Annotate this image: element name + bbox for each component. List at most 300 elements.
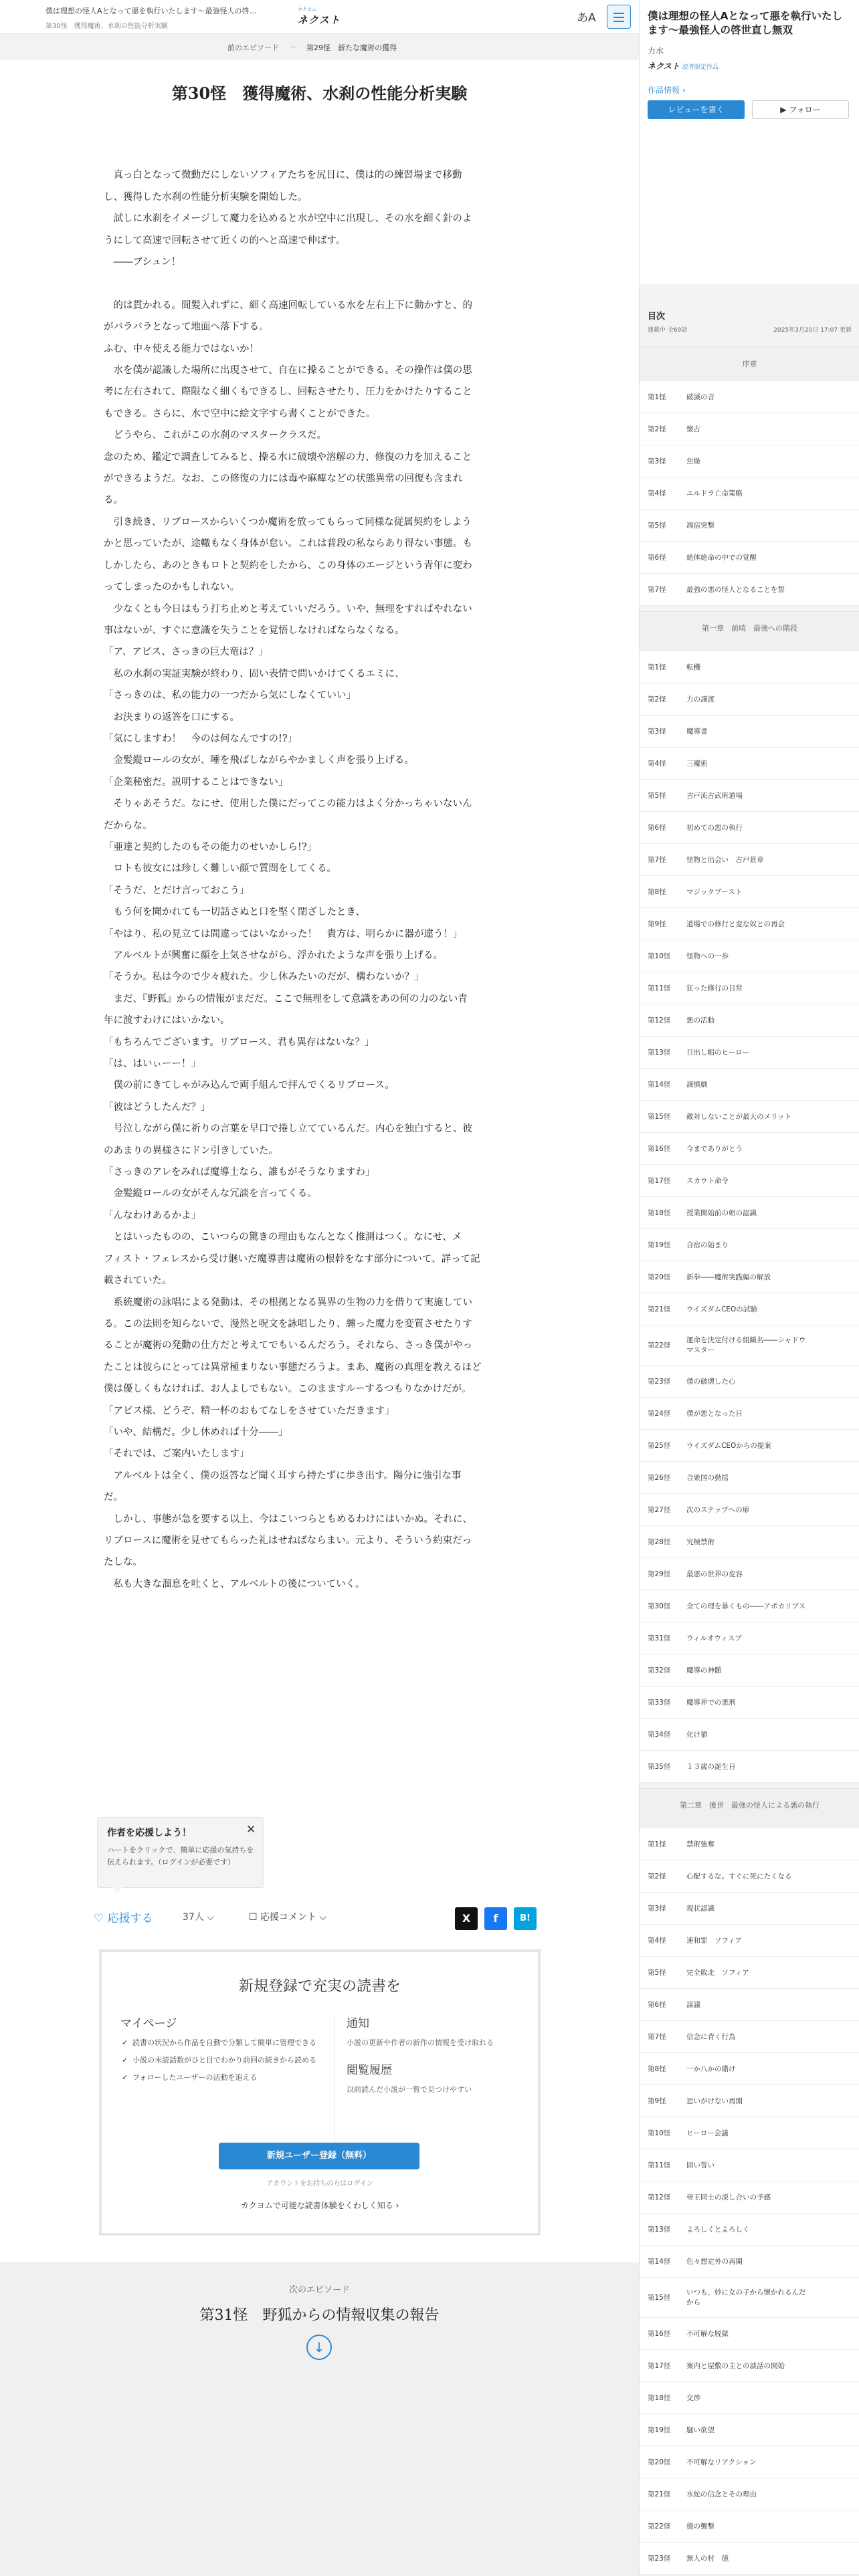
- header-work-title[interactable]: 僕は理想の怪人Aとなって悪を執行いたします〜最強怪人の啓…: [45, 7, 257, 15]
- work-info-link[interactable]: 作品情報 ›: [648, 86, 686, 95]
- toc-episode-number: 第22怪: [648, 2523, 671, 2531]
- toc-episode-title: 合宿の始まり: [686, 1241, 729, 1249]
- toc-episode-link[interactable]: [640, 574, 859, 606]
- body-line: る。: [104, 495, 123, 506]
- toc-episode-title: エルドラ亡命策略: [686, 490, 743, 498]
- body-line: とはいったものの、こいつらの驚きの理由もなんとなく推測はつく。なにせ、メ: [104, 1232, 462, 1243]
- next-episode-label: 次のエピソード: [288, 2285, 350, 2295]
- toc-status: 連載中 全69話: [648, 327, 688, 334]
- body-line: 「もちろんでございます。リブロース、君も異存はないな？」: [104, 1037, 375, 1048]
- toc-episode-number: 第5怪: [648, 1969, 666, 1977]
- toc-episode-title: 謀議: [686, 2001, 700, 2009]
- toc-episode-number: 第13怪: [648, 1049, 671, 1057]
- toc-episode-link[interactable]: [640, 413, 859, 445]
- toc-episode-link[interactable]: [640, 1366, 859, 1398]
- toc-episode-title: ウィルオウィスプ: [686, 1634, 742, 1642]
- body-line: 「やはり、私の見立ては間違ってはいなかった！ 貴方は、明らかに器が違う！」: [104, 928, 463, 940]
- body-line: 念のため、鑑定で調査してみると、操る水に破壊や溶解の力、修復の力を加えること: [104, 451, 472, 463]
- write-review-button[interactable]: レビューを書く: [648, 100, 745, 119]
- body-line: 載されていた。: [104, 1275, 172, 1287]
- toc-episode-link[interactable]: [640, 2446, 859, 2478]
- body-line: 真っ白となって微動だにしないソフィアたちを尻目に、僕は的の練習場まで移動: [104, 170, 462, 181]
- body-line: ふむ、中々使える能力ではないか！: [104, 343, 259, 354]
- sidebar-work-title[interactable]: 僕は理想の怪人Aとなって悪を執行いたします〜最強怪人の啓世直し無双: [648, 10, 842, 36]
- body-line: ができるようだ。なお、この修復の力には毒や麻痺などの状態異常の回復も含まれ: [104, 473, 463, 485]
- toc-episode-title: 初めての悪の執行: [686, 824, 743, 832]
- toc-episode-number: 第27怪: [648, 1506, 671, 1514]
- toc-episode-number: 第19怪: [648, 1241, 671, 1249]
- toc-episode-number: 第15怪: [648, 1113, 671, 1121]
- toc-episode-link[interactable]: [640, 1229, 859, 1261]
- toc-episode-link[interactable]: [640, 2318, 859, 2350]
- font-settings-button[interactable]: あA: [577, 11, 596, 25]
- body-line: お決まりの返答を口にする。: [104, 712, 240, 723]
- toc-episode-title: 完全敗北 ソフィア: [686, 1969, 749, 1977]
- toc-episode-link[interactable]: [640, 1751, 859, 1783]
- body-line: ロトも彼女には珍しく難しい顔で質問をしてくる。: [104, 863, 337, 875]
- toc-episode-title: 信念に背く行為: [686, 2033, 736, 2041]
- toc-episode-link[interactable]: [640, 1558, 859, 1590]
- toc-episode-link[interactable]: [640, 2021, 859, 2053]
- toc-episode-title: 最悪の世界の変容: [686, 1570, 743, 1578]
- body-line: アルベルトが興奮に顔を上気させながら、浮かれたような声を張り上げる。: [104, 950, 443, 961]
- toc-episode-link[interactable]: [640, 1828, 859, 1860]
- header-episode-title: 第30怪 獲得魔術、水刹の性能分析実験: [45, 23, 168, 30]
- body-line: 金髪縦ロールの女がそんな冗談を言ってくる。: [104, 1188, 317, 1200]
- toc-episode-title: １３歳の誕生日: [686, 1763, 736, 1771]
- body-line: しかしたら、あのときもロトと契約をしたから、この身体のエージという青年に変わ: [104, 560, 472, 571]
- body-line: [104, 143, 539, 165]
- toc-episode-link[interactable]: [640, 1398, 859, 1430]
- login-link[interactable]: アカウントをお持ちの方はログイン: [266, 2180, 373, 2187]
- toc-updated: 2025年3月20日 17:07 更新: [773, 327, 852, 334]
- toc-episode-title: 三魔術: [686, 760, 708, 768]
- body-line: 少なくとも今日はもう打ち止めと考えていいだろう。いや、無理をすればやれない: [104, 603, 472, 615]
- author-name[interactable]: 力水: [648, 46, 664, 56]
- body-line: 「それでは、ご案内いたします」: [104, 1448, 250, 1460]
- toc-episode-link[interactable]: [640, 1893, 859, 1925]
- toc-episode-number: 第25怪: [648, 1442, 671, 1450]
- toc-episode-title: 固い誓い: [686, 2161, 714, 2169]
- toc-episode-link[interactable]: [640, 2543, 859, 2575]
- toc-episode-number: 第32怪: [648, 1667, 671, 1675]
- toc-meta: [648, 325, 852, 334]
- prev-episode-title-link[interactable]: 第29怪 新たな魔術の獲得: [306, 43, 397, 52]
- toc-episode-title: 現状認識: [686, 1905, 714, 1913]
- toc-episode-title: マジックブースト: [686, 888, 743, 896]
- toc-episode-number: 第5怪: [648, 792, 666, 800]
- body-line: 「アビス様、どうぞ、精一杯のおもてなしをさせていただきます」: [104, 1405, 395, 1416]
- toc-episode-title: 怪物と出会い 古戸景章: [686, 856, 764, 864]
- body-line: そりゃあそうだ。なにせ、使用した僕にだってこの能力はよく分かっちゃいないん: [104, 798, 472, 810]
- toc-episode-link[interactable]: [640, 1860, 859, 1893]
- toc-episode-number: 第6怪: [648, 824, 666, 832]
- body-line: 私の水刹の実証実験が終わり、固い表情で問いかけてくるエミに、: [104, 668, 405, 679]
- register-button[interactable]: 新規ユーザー登録（無料）: [219, 2143, 419, 2169]
- body-line: し、獲得した水刹の性能分析実験を開始した。: [104, 191, 308, 203]
- toc-episode-title: 僕の破壊した心: [686, 1378, 736, 1386]
- toc-episode-number: 第6怪: [648, 554, 666, 562]
- toc-episode-link[interactable]: [640, 1430, 859, 1462]
- toc-episode-number: 第14怪: [648, 2258, 671, 2266]
- toc-episode-title: よろしくとよろしく: [686, 2226, 750, 2234]
- toc-episode-link[interactable]: [640, 1037, 859, 1069]
- toc-episode-title: 速和罪 ソフィア: [686, 1937, 743, 1945]
- toc-episode-number: 第12怪: [648, 2193, 671, 2202]
- prev-episode-link[interactable]: 前のエピソード: [227, 43, 279, 52]
- toc-episode-link[interactable]: [640, 2181, 859, 2214]
- history-text: 以前読んだ小説が一覧で見つけやすい: [347, 2085, 472, 2094]
- toc-episode-number: 第26怪: [648, 1474, 671, 1482]
- toc-episode-link[interactable]: [640, 651, 859, 683]
- toc-episode-link[interactable]: [640, 1133, 859, 1165]
- toc-episode-link[interactable]: [640, 1004, 859, 1037]
- toc-episode-number: 第20怪: [648, 2458, 671, 2466]
- other-benefits: [334, 2014, 521, 2151]
- body-line: だ。: [104, 1492, 123, 1503]
- toc-episode-link[interactable]: [640, 1654, 859, 1687]
- toc-episode-link[interactable]: [640, 844, 859, 876]
- toc-episode-link[interactable]: [640, 1925, 859, 1957]
- toc-episode-number: 第7怪: [648, 2033, 666, 2041]
- support-comment-button[interactable]: ☐ 応援コメント ⌵: [249, 1912, 327, 1923]
- toc-episode-title: 交渉: [686, 2394, 700, 2402]
- toc-episode-number: 第7怪: [648, 856, 666, 864]
- body-line: リブロースに魔術を見せてもらった礼はせねばならまい。元より、そういう約束だっ: [104, 1535, 472, 1546]
- toc-episode-link[interactable]: [640, 908, 859, 940]
- toc-episode-link[interactable]: [640, 876, 859, 908]
- toc-episode-link[interactable]: [640, 1197, 859, 1229]
- toc-menu-icon[interactable]: [607, 5, 631, 29]
- toc-episode-title: 敵対しないことが最大のメリット: [686, 1113, 792, 1121]
- toc-episode-number: 第21怪: [648, 2490, 671, 2498]
- toc-episode-link[interactable]: [640, 1069, 859, 1101]
- toc-episode-link[interactable]: [640, 2278, 859, 2318]
- toc-episode-number: 第1怪: [648, 663, 666, 671]
- toc-episode-number: 第28怪: [648, 1538, 671, 1546]
- body-line: 「そうだ、とだけ言っておこう」: [104, 885, 250, 896]
- toc-episode-title: 不可解な脱獄: [686, 2330, 729, 2338]
- mypage-benefits: [120, 2014, 321, 2089]
- toc-episode-number: 第3怪: [648, 728, 666, 736]
- toc-episode-number: 第20怪: [648, 1273, 671, 1281]
- sidebar-logo: [648, 60, 719, 72]
- toc-episode-number: 第16怪: [648, 1145, 671, 1153]
- toc-chapter-title: 第二章 後世 最強の怪人による悪の執行: [640, 1788, 859, 1828]
- toc-episode-link[interactable]: [640, 940, 859, 972]
- toc-episode-link[interactable]: [640, 2085, 859, 2117]
- toc-episode-number: 第1怪: [648, 1840, 666, 1848]
- toc-episode-title: いつも、妙に女の子から懐かれるんだから: [686, 2288, 806, 2306]
- toc-episode-link[interactable]: [640, 510, 859, 542]
- body-line: まだ、『野狐』からの情報がまだだ。ここで無理をして意識をあの何の力のない青: [104, 993, 468, 1004]
- body-line: フィスト・フェレスから受け継いだ魔導書は魔術の根幹をなす部分について、詳って記: [104, 1253, 480, 1265]
- body-line: [104, 273, 539, 294]
- toc-episode-title: 魔導界での悪刑: [686, 1699, 736, 1707]
- toc-episode-number: 第6怪: [648, 2001, 666, 2009]
- share-facebook-icon[interactable]: f: [484, 1907, 507, 1930]
- toc-episode-link[interactable]: [640, 2510, 859, 2543]
- toc-episode-link[interactable]: [640, 2414, 859, 2446]
- toc-episode-title: 思いがけない再開: [686, 2097, 743, 2105]
- arrow-down-icon[interactable]: ↓: [306, 2335, 332, 2360]
- logo-small-text: カクヨム: [298, 7, 316, 12]
- toc-episode-title: 究極禁術: [686, 1538, 714, 1546]
- toc-episode-link[interactable]: [640, 1101, 859, 1133]
- support-count[interactable]: 37人 ⌵: [183, 1912, 214, 1923]
- toc-episode-title: 運命を決定付ける組織名――シャドウマスター: [686, 1336, 806, 1354]
- toc-episode-number: 第15怪: [648, 2294, 671, 2302]
- toc-episode-title: 化け猫: [686, 1731, 708, 1739]
- toc-episode-link[interactable]: [640, 1989, 859, 2021]
- body-line: る。この法則を知らないで、漫然と呪文を詠唱したり、纏った魔力を変質させたりす: [104, 1318, 472, 1329]
- body-line: 「んなわけあるかよ」: [104, 1210, 201, 1221]
- popup-title: 作者を応援しよう！: [107, 1828, 191, 1838]
- toc-episode-number: 第17怪: [648, 1177, 671, 1185]
- toc-episode-number: 第10怪: [648, 2129, 671, 2137]
- toc-episode-link[interactable]: [640, 2149, 859, 2181]
- toc-episode-link[interactable]: [640, 2382, 859, 2414]
- toc-episode-link[interactable]: [640, 2246, 859, 2278]
- toc-episode-link[interactable]: [640, 1957, 859, 1989]
- body-line: たことは彼らにとっては異常極まりない事態だろうよ。まあ、魔術の真理を教えるほど: [104, 1362, 482, 1373]
- toc-chapter-title: 第一章 前哨 最強への階段: [640, 611, 859, 651]
- toc-episode-number: 第3怪: [648, 457, 666, 465]
- toc-episode-title: 転機: [686, 663, 700, 671]
- body-line: 的は貫かれる。間髪入れずに、細く高速回転している水を左右上下に動かすと、的: [104, 300, 472, 311]
- toc-episode-link[interactable]: [640, 812, 859, 844]
- toc-episode-number: 第22怪: [648, 1341, 671, 1350]
- toc-episode-title: 新拳――魔術実践編の解放: [686, 1273, 771, 1281]
- body-line: 私も大きな溜息を吐くと、アルベルトの後についていく。: [104, 1578, 365, 1590]
- body-line: 「気にしますわ！ 今のは何なんですの!?」: [104, 733, 298, 744]
- toc-episode-link[interactable]: [640, 716, 859, 748]
- body-line: 「いや、結構だ。少し休めれば十分――」: [104, 1426, 288, 1438]
- toc-episode-link[interactable]: [640, 1622, 859, 1654]
- toc-episode-number: 第3怪: [648, 1905, 666, 1913]
- toc-episode-link[interactable]: [640, 1293, 859, 1325]
- toc-episode-link[interactable]: [640, 381, 859, 413]
- toc-episode-title: 全ての理を暴くもの――アポカリプス: [686, 1602, 806, 1610]
- toc-episode-title: 悪の活動: [686, 1016, 714, 1025]
- toc-episode-title: 最強の悪の怪人となることを誓: [686, 586, 785, 594]
- body-line: しかし、事態が急を要する以上、今はこいつらともめるわけにはいかぬ。それに、: [104, 1513, 472, 1525]
- toc-episode-title: 目出し帽のヒーロー: [686, 1049, 750, 1057]
- next-episode-section[interactable]: [0, 2262, 639, 2576]
- toc-episode-link[interactable]: [640, 2214, 859, 2246]
- register-promo: [99, 1949, 541, 2236]
- body-line: 水を僕が認識した場所に出現させて、自在に操ることができる。その操作は僕の思: [104, 365, 472, 377]
- toc-episode-number: 第11怪: [648, 2161, 671, 2169]
- support-popup: [97, 1817, 264, 1888]
- body-line: 「さっきのは、私の能力の一つだから気にしなくていい」: [104, 690, 356, 702]
- toc-chapter-title: 序章: [640, 346, 859, 381]
- body-line: 「ア、アビス、さっきの巨大竜は？」: [104, 647, 268, 658]
- toc-episode-number: 第4怪: [648, 490, 666, 498]
- toc-episode-link[interactable]: [640, 972, 859, 1004]
- toc-episode-number: 第8怪: [648, 888, 666, 896]
- toc-episode-link[interactable]: [640, 1719, 859, 1751]
- notice-text: 小説の更新や作者の新作の情報を受け取れる: [347, 2038, 494, 2047]
- body-line: もう何を聞かれても一切話さぬと口を堅く閉ざしたとき、: [104, 907, 365, 918]
- toc-episode-number: 第4怪: [648, 1937, 666, 1945]
- toc-episode-link[interactable]: [640, 1526, 859, 1558]
- toc-episode-link[interactable]: [640, 1494, 859, 1526]
- toc-episode-title: 絶体絶命の中での覚醒: [686, 554, 757, 562]
- body-line: 「亜達と契約したのもその能力のせいかしら!?」: [104, 841, 317, 853]
- toc-episode-title: 一か八かの賭け: [686, 2065, 736, 2073]
- popup-text: ハートをクリックで、簡単に応援の気持ちを伝えられます。（ログインが必要です）: [107, 1846, 254, 1866]
- toc-episode-number: 第4怪: [648, 760, 666, 768]
- body-line: どうやら、これがこの水刹のマスタークラスだ。: [104, 430, 327, 441]
- notice-title: 通知: [347, 2017, 369, 2030]
- toc-episode-title: 次のステップへの扉: [686, 1506, 750, 1514]
- header-work-info[interactable]: [45, 5, 273, 30]
- toc-episode-title: 徳の襲撃: [686, 2523, 714, 2531]
- mypage-title: マイページ: [120, 2017, 177, 2030]
- register-heading: 新規登録で充実の読書を: [238, 1978, 401, 1995]
- toc-episode-title: 授業開始前の朝の認識: [686, 1209, 757, 1217]
- sidebar: [639, 0, 859, 2576]
- toc-episode-link[interactable]: [640, 1261, 859, 1293]
- toc-episode-link[interactable]: [640, 542, 859, 574]
- toc-episode-title: ウイズダムCEOからの提案: [686, 1442, 771, 1450]
- sidebar-logo-sub: 読者限定作品: [682, 64, 719, 71]
- follow-button[interactable]: ▶ フォロー: [752, 100, 849, 119]
- body-line: もできる。さらに、水で空中に絵文字すら書くことができた。: [104, 408, 375, 419]
- toc-episode-number: 第19怪: [648, 2426, 671, 2434]
- toc-episode-link[interactable]: [640, 2117, 859, 2149]
- share-hatena-icon[interactable]: B!: [514, 1907, 537, 1930]
- toc-episode-number: 第10怪: [648, 952, 671, 960]
- sidebar-logo-main: ネクスト: [648, 62, 680, 71]
- episode-title: 第30怪 獲得魔術、水刹の性能分析実験: [171, 84, 468, 103]
- toc-episode-link[interactable]: [640, 2053, 859, 2085]
- toc-episode-link[interactable]: [640, 2478, 859, 2510]
- body-line: 試しに水刹をイメージして魔力を込めると水が空中に出現し、その水を細く針のよ: [104, 213, 472, 225]
- body-line: 「は、はいぃーー！」: [104, 1059, 201, 1070]
- toc-episode-number: 第9怪: [648, 2097, 666, 2105]
- toc-episode-title: 帝王同士の淡し合いの予感: [686, 2193, 771, 2202]
- logo-main-text: ネクスト: [298, 14, 341, 26]
- toc-episode-title: 禁術強奪: [686, 1840, 714, 1848]
- toc-episode-number: 第31怪: [648, 1634, 671, 1642]
- toc-episode-number: 第33怪: [648, 1699, 671, 1707]
- body-line: アルベルトは全く、僕の返答など聞く耳すら持たずに歩き出す。陽分に強引な事: [104, 1470, 462, 1481]
- toc-episode-title: 水蛇の信念とその理由: [686, 2490, 757, 2498]
- body-line: 僕の前にきてしゃがみ込んで両手組んで拝んでくるリブロース。: [104, 1080, 395, 1091]
- body-line: 「彼はどうしたんだ？」: [104, 1101, 211, 1113]
- toc-episode-link[interactable]: [640, 1590, 859, 1622]
- body-line: たしな。: [104, 1557, 142, 1568]
- toc-episode-title: 怪物への一歩: [686, 952, 729, 960]
- toc-episode-title: 騒い欲望: [686, 2426, 714, 2434]
- toc-episode-title: 古戸流古武術道場: [686, 792, 743, 800]
- benefit-item: ✓ フォローしたユーザーの活動を追える: [120, 2072, 321, 2083]
- toc-episode-number: 第16怪: [648, 2330, 671, 2338]
- body-line: 考に左右されて、際限なく細くもできるし、回転させたり、圧力をかけたりすること: [104, 387, 472, 398]
- episode-nav: [0, 33, 639, 60]
- benefit-item: ✓ 小説の未読話数がひと目でわかり前回の続きから読める: [120, 2054, 321, 2066]
- toc-episode-number: 第11怪: [648, 984, 671, 992]
- toc-episode-number: 第30怪: [648, 1602, 671, 1610]
- body-line: うにして高速で回転させて近くの的へと高速で伸ばす。: [104, 235, 346, 246]
- toc-episode-link[interactable]: [640, 1462, 859, 1494]
- body-line: 「そうか。私は今ので少々疲れた。少し休みたいのだが、構わないか？」: [104, 972, 424, 983]
- next-episode-title[interactable]: 第31怪 野狐からの情報収集の報告: [199, 2307, 440, 2324]
- toc-episode-number: 第8怪: [648, 2065, 666, 2073]
- toc-episode-link[interactable]: [640, 1687, 859, 1719]
- toc-episode-number: 第29怪: [648, 1570, 671, 1578]
- support-heart-button[interactable]: ♡ 応援する: [94, 1912, 153, 1925]
- toc-episode-number: 第24怪: [648, 1410, 671, 1418]
- toc-episode-number: 第14怪: [648, 1081, 671, 1089]
- toc-episode-link[interactable]: [640, 780, 859, 812]
- share-x-icon[interactable]: X: [455, 1907, 478, 1930]
- toc-episode-number: 第7怪: [648, 586, 666, 594]
- body-line: ることが魔術の発動の仕方だと考えてでもいるんだろう。それなら、さっき僕がやっ: [104, 1340, 472, 1352]
- body-line: 号泣しながら僕に祈りの言葉を早口で捲し立てているんだ。内心を独白すると、彼: [104, 1123, 472, 1135]
- toc-episode-number: 第2怪: [648, 695, 666, 704]
- toc-episode-title: 懐古: [686, 425, 700, 433]
- body-line: 系統魔術の詠唱による発動は、その根拠となる異界の生物の力を借りて実施してい: [104, 1297, 472, 1308]
- toc-episode-number: 第35怪: [648, 1763, 671, 1771]
- toc-episode-number: 第2怪: [648, 1872, 666, 1881]
- toc-episode-number: 第9怪: [648, 920, 666, 928]
- toc-episode-title: 不可解なリアクション: [686, 2458, 757, 2466]
- learn-more-link[interactable]: カクヨムで可能な読書体験をくわしく知る ›: [240, 2201, 399, 2210]
- toc-episode-link[interactable]: [640, 445, 859, 477]
- body-line: 金髪縦ロールの女が、唾を飛ばしながらやかましく声を張り上げる。: [104, 755, 414, 766]
- site-logo[interactable]: [298, 6, 341, 27]
- toc-episode-number: 第23怪: [648, 1378, 671, 1386]
- body-line: がバラバラとなって地面へ落下する。: [104, 322, 269, 333]
- body-line: ――ブシュン！: [104, 257, 181, 268]
- toc-episode-number: 第18怪: [648, 2394, 671, 2402]
- toc-episode-title: 狂った修行の日常: [686, 984, 743, 992]
- toc-episode-link[interactable]: [640, 748, 859, 780]
- toc-episode-number: 第13怪: [648, 2226, 671, 2234]
- toc-episode-title: 破滅の音: [686, 393, 714, 401]
- reader-header: [0, 0, 639, 33]
- toc-episode-title: 焦燥: [686, 457, 700, 465]
- toc-episode-number: 第18怪: [648, 1209, 671, 1217]
- toc-episode-link[interactable]: [640, 1165, 859, 1197]
- toc-episode-number: 第12怪: [648, 1016, 671, 1025]
- benefit-item: ✓ 読書の状況から作品を自動で分類して簡単に管理できる: [120, 2037, 321, 2048]
- toc-episode-number: 第34怪: [648, 1731, 671, 1739]
- close-icon[interactable]: ✕: [246, 1823, 256, 1836]
- toc-episode-number: 第21怪: [648, 1305, 671, 1313]
- toc-episode-link[interactable]: [640, 1325, 859, 1366]
- toc-episode-number: 第23怪: [648, 2555, 671, 2563]
- toc-episode-link[interactable]: [640, 683, 859, 716]
- toc-title: 目次: [648, 312, 666, 322]
- toc-episode-title: 道場での修行と変な奴との再会: [686, 920, 785, 928]
- table-of-contents: [640, 346, 859, 2575]
- toc-episode-title: 僕が悪となった日: [686, 1410, 743, 1418]
- toc-episode-link[interactable]: [640, 477, 859, 510]
- episode-body: [104, 143, 539, 1595]
- toc-episode-link[interactable]: [640, 2350, 859, 2382]
- toc-episode-title: 今までありがとう: [686, 1145, 743, 1153]
- body-line: ってしまったのかもしれない。: [104, 582, 240, 593]
- work-info-panel: [640, 0, 859, 284]
- toc-episode-title: 謹慎劇: [686, 1081, 708, 1089]
- history-title: 閲覧履歴: [347, 2064, 392, 2077]
- toc-episode-title: 凋宿突撃: [686, 522, 714, 530]
- body-line: 引き続き、リブロースからいくつか魔術を放ってもらって同様な従属契約をしよう: [104, 516, 472, 528]
